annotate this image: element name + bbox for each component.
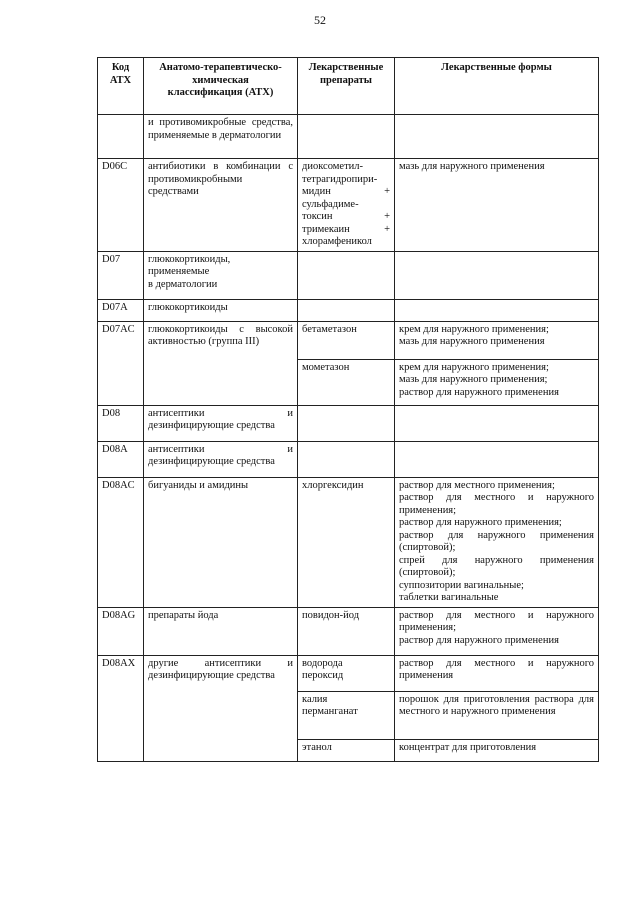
form-line: раствор для наружного применения; xyxy=(399,517,562,528)
form-line: раствор для местного применения; xyxy=(399,479,555,491)
atc-code-cell: D08AG xyxy=(98,607,144,655)
forms-cell xyxy=(395,115,599,159)
form-line: таблетки вагинальные xyxy=(399,592,499,603)
form-line: раствор для наружного применения xyxy=(399,634,559,646)
drug-line-mark xyxy=(386,199,390,212)
drug-cell: мометазон xyxy=(298,359,395,405)
forms-cell xyxy=(395,251,599,299)
drug-line-text: сульфадиме- xyxy=(302,198,359,210)
atc-code-cell: D07 xyxy=(98,251,144,299)
table-row xyxy=(98,159,599,252)
atc-code-cell: D08AC xyxy=(98,477,144,607)
table-row xyxy=(98,405,599,441)
drug-line-text: хлорамфеникол xyxy=(302,236,372,247)
drug-cell xyxy=(298,159,395,252)
atc-code-cell: D08 xyxy=(98,405,144,441)
forms-cell xyxy=(395,477,599,607)
atc-code-cell: D08AX xyxy=(98,655,144,761)
drug-line xyxy=(302,199,390,212)
form-line: концентрат для приготовления xyxy=(399,741,537,753)
forms-cell xyxy=(395,739,599,761)
header-drugs: Лекарственные препараты xyxy=(298,58,395,115)
form-line: крем для наружного применения; xyxy=(399,361,549,373)
table-header-row xyxy=(98,58,599,115)
classification-cell: другие антисептики и дезинфицирующие средства xyxy=(144,655,298,761)
forms-cell xyxy=(395,405,599,441)
classification-cell: глюкокортикоиды, применяемые в дерматологии xyxy=(144,251,298,299)
drug-line xyxy=(302,211,390,224)
drug-line-mark xyxy=(386,236,390,249)
form-line: раствор для наружного применения (спиртовой); xyxy=(399,529,594,553)
table-row xyxy=(98,321,599,359)
forms-cell xyxy=(395,159,599,252)
form-line: спрей для наружного применения (спиртовой); xyxy=(399,554,594,578)
atc-code-cell: D07AC xyxy=(98,321,144,405)
forms-cell xyxy=(395,299,599,321)
form-line: мазь для наружного применения; xyxy=(399,374,548,385)
form-line: крем для наружного применения; xyxy=(399,323,549,335)
drug-cell: повидон-йод xyxy=(298,607,395,655)
classification-cell: препараты йода xyxy=(144,607,298,655)
drug-cell xyxy=(298,299,395,321)
table-row xyxy=(98,607,599,655)
classification-cell: глюкокортикоиды с высокой активностью (группа III) xyxy=(144,321,298,405)
classification-cell: бигуаниды и амидины xyxy=(144,477,298,607)
table-row xyxy=(98,115,599,159)
forms-cell xyxy=(395,691,599,739)
classification-cell: антисептики и дезинфицирующие средства xyxy=(144,441,298,477)
drug-line-text: мидин xyxy=(302,186,331,197)
atc-code-cell: D08A xyxy=(98,441,144,477)
header-forms: Лекарственные формы xyxy=(395,58,599,115)
atc-drug-table xyxy=(97,57,599,762)
forms-cell xyxy=(395,441,599,477)
classification-cell: глюкокортикоиды xyxy=(144,299,298,321)
forms-cell xyxy=(395,607,599,655)
drug-line xyxy=(302,161,390,174)
table-row xyxy=(98,441,599,477)
classification-cell: антисептики и дезинфицирующие средства xyxy=(144,405,298,441)
form-line: суппозитории вагинальные; xyxy=(399,579,524,591)
drug-cell xyxy=(298,115,395,159)
form-line: порошок для приготовления раствора для местного и наружного применения xyxy=(399,693,594,717)
form-line: раствор для местного и наружного применения xyxy=(399,657,594,681)
table-row xyxy=(98,251,599,299)
table-row xyxy=(98,655,599,691)
drug-cell: водорода пероксид xyxy=(298,655,395,691)
drug-line xyxy=(302,186,390,199)
drug-cell: этанол xyxy=(298,739,395,761)
form-line: раствор для местного и наружного применения; xyxy=(399,609,594,633)
drug-line xyxy=(302,224,390,237)
drug-line xyxy=(302,174,390,187)
drug-cell: бетаметазон xyxy=(298,321,395,359)
header-code: Код АТХ xyxy=(98,58,144,115)
atc-code-cell: D07A xyxy=(98,299,144,321)
classification-cell: антибиотики в комбинации с противомикробными средствами xyxy=(144,159,298,252)
header-classification: Анатомо-терапевтическо- химическая классификация (АТХ) xyxy=(144,58,298,115)
page-number: 52 xyxy=(314,13,326,27)
forms-cell xyxy=(395,321,599,359)
drug-line-mark xyxy=(386,161,390,174)
form-line: мазь для наружного применения xyxy=(399,161,545,172)
drug-line-mark xyxy=(386,174,390,187)
forms-cell xyxy=(395,359,599,405)
drug-cell xyxy=(298,441,395,477)
form-line: раствор для местного и наружного применения; xyxy=(399,492,594,516)
drug-cell xyxy=(298,251,395,299)
drug-line-text: токсин xyxy=(302,211,333,222)
form-line: раствор для наружного применения xyxy=(399,386,559,398)
drug-line-text: диоксометил- xyxy=(302,161,364,172)
drug-line-text: тримекаин xyxy=(302,223,350,235)
atc-code-cell: D06C xyxy=(98,159,144,252)
drug-line-mark: + xyxy=(384,211,390,222)
drug-line-mark: + xyxy=(384,223,390,235)
table-row xyxy=(98,477,599,607)
atc-code-cell xyxy=(98,115,144,159)
drug-cell: калия перманганат xyxy=(298,691,395,739)
form-line: мазь для наружного применения xyxy=(399,336,545,347)
classification-cell: и противомикробные средства, применяемые в дерматологии xyxy=(144,115,298,159)
forms-cell xyxy=(395,655,599,691)
drug-line-mark: + xyxy=(384,186,390,197)
drug-line-text: тетрагидропири- xyxy=(302,173,378,185)
drug-line xyxy=(302,236,390,249)
drug-cell xyxy=(298,405,395,441)
drug-cell: хлоргексидин xyxy=(298,477,395,607)
table-row xyxy=(98,299,599,321)
